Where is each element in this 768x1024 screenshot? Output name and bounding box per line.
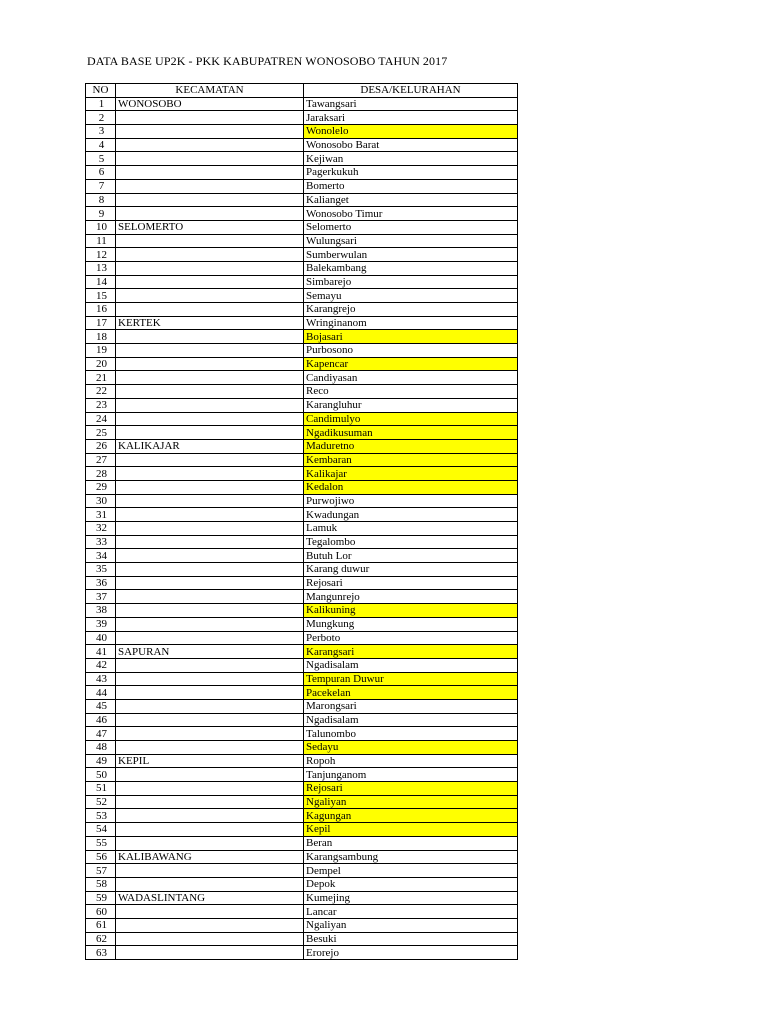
row-number: 14 — [86, 275, 116, 289]
desa-cell: Lancar — [304, 905, 518, 919]
header-kecamatan: KECAMATAN — [116, 84, 304, 98]
row-number: 62 — [86, 932, 116, 946]
desa-cell: Rejosari — [304, 576, 518, 590]
table-row — [86, 604, 518, 618]
table-row — [86, 193, 518, 207]
desa-cell: Tempuran Duwur — [304, 672, 518, 686]
kecamatan-cell: WONOSOBO — [116, 97, 304, 111]
row-number: 7 — [86, 179, 116, 193]
row-number: 59 — [86, 891, 116, 905]
desa-cell: Kumejing — [304, 891, 518, 905]
kecamatan-cell: SAPURAN — [116, 645, 304, 659]
kecamatan-cell — [116, 303, 304, 317]
desa-cell: Rejosari — [304, 782, 518, 796]
row-number: 39 — [86, 617, 116, 631]
desa-cell: Tegalombo — [304, 535, 518, 549]
table-row — [86, 576, 518, 590]
desa-cell: Besuki — [304, 932, 518, 946]
table-row — [86, 179, 518, 193]
kecamatan-cell — [116, 946, 304, 960]
row-number: 1 — [86, 97, 116, 111]
row-number: 20 — [86, 357, 116, 371]
kecamatan-cell — [116, 522, 304, 536]
kecamatan-cell — [116, 426, 304, 440]
row-number: 54 — [86, 823, 116, 837]
table-row — [86, 357, 518, 371]
table-row — [86, 97, 518, 111]
row-number: 42 — [86, 658, 116, 672]
row-number: 43 — [86, 672, 116, 686]
row-number: 12 — [86, 248, 116, 262]
desa-cell: Karangluhur — [304, 398, 518, 412]
kecamatan-cell — [116, 125, 304, 139]
kecamatan-cell — [116, 412, 304, 426]
table-row — [86, 809, 518, 823]
table-row — [86, 645, 518, 659]
desa-cell: Mangunrejo — [304, 590, 518, 604]
header-row — [86, 84, 518, 98]
table-row — [86, 535, 518, 549]
table-row — [86, 248, 518, 262]
row-number: 49 — [86, 754, 116, 768]
kecamatan-cell — [116, 713, 304, 727]
row-number: 46 — [86, 713, 116, 727]
table-row — [86, 385, 518, 399]
table-row — [86, 261, 518, 275]
table-row — [86, 795, 518, 809]
row-number: 63 — [86, 946, 116, 960]
desa-cell: Ngaliyan — [304, 795, 518, 809]
kecamatan-cell — [116, 631, 304, 645]
table-row — [86, 207, 518, 221]
table-row — [86, 590, 518, 604]
row-number: 5 — [86, 152, 116, 166]
kecamatan-cell — [116, 699, 304, 713]
desa-cell: Ngadisalam — [304, 713, 518, 727]
table-row — [86, 522, 518, 536]
table-row — [86, 631, 518, 645]
desa-cell: Kwadungan — [304, 508, 518, 522]
table-row — [86, 467, 518, 481]
kecamatan-cell — [116, 741, 304, 755]
table-row — [86, 439, 518, 453]
kecamatan-cell: WADASLINTANG — [116, 891, 304, 905]
table-row — [86, 686, 518, 700]
kecamatan-cell — [116, 795, 304, 809]
row-number: 25 — [86, 426, 116, 440]
row-number: 61 — [86, 918, 116, 932]
desa-cell: Balekambang — [304, 261, 518, 275]
row-number: 18 — [86, 330, 116, 344]
desa-cell: Kembaran — [304, 453, 518, 467]
desa-cell: Karangsari — [304, 645, 518, 659]
table-row — [86, 782, 518, 796]
row-number: 23 — [86, 398, 116, 412]
table-row — [86, 480, 518, 494]
kecamatan-cell — [116, 261, 304, 275]
kecamatan-cell — [116, 905, 304, 919]
row-number: 51 — [86, 782, 116, 796]
row-number: 2 — [86, 111, 116, 125]
table-row — [86, 549, 518, 563]
desa-cell: Lamuk — [304, 522, 518, 536]
row-number: 31 — [86, 508, 116, 522]
row-number: 50 — [86, 768, 116, 782]
row-number: 60 — [86, 905, 116, 919]
desa-cell: Purwojiwo — [304, 494, 518, 508]
desa-cell: Ropoh — [304, 754, 518, 768]
row-number: 15 — [86, 289, 116, 303]
desa-cell: Sedayu — [304, 741, 518, 755]
row-number: 16 — [86, 303, 116, 317]
desa-cell: Bojasari — [304, 330, 518, 344]
table-row — [86, 220, 518, 234]
kecamatan-cell — [116, 166, 304, 180]
desa-cell: Kepil — [304, 823, 518, 837]
kecamatan-cell — [116, 289, 304, 303]
desa-cell: Depok — [304, 877, 518, 891]
row-number: 28 — [86, 467, 116, 481]
table-row — [86, 234, 518, 248]
kecamatan-cell — [116, 193, 304, 207]
kecamatan-cell — [116, 138, 304, 152]
desa-cell: Kapencar — [304, 357, 518, 371]
kecamatan-cell: KEPIL — [116, 754, 304, 768]
row-number: 10 — [86, 220, 116, 234]
kecamatan-cell — [116, 535, 304, 549]
kecamatan-cell — [116, 809, 304, 823]
row-number: 4 — [86, 138, 116, 152]
table-row — [86, 453, 518, 467]
kecamatan-cell — [116, 467, 304, 481]
row-number: 41 — [86, 645, 116, 659]
row-number: 34 — [86, 549, 116, 563]
kecamatan-cell — [116, 672, 304, 686]
row-number: 47 — [86, 727, 116, 741]
desa-cell: Candimulyo — [304, 412, 518, 426]
row-number: 40 — [86, 631, 116, 645]
kecamatan-cell — [116, 918, 304, 932]
table-row — [86, 316, 518, 330]
kecamatan-cell — [116, 604, 304, 618]
row-number: 19 — [86, 344, 116, 358]
row-number: 55 — [86, 836, 116, 850]
kecamatan-cell: SELOMERTO — [116, 220, 304, 234]
row-number: 22 — [86, 385, 116, 399]
desa-cell: Karangrejo — [304, 303, 518, 317]
desa-cell: Tanjunganom — [304, 768, 518, 782]
desa-cell: Kalikajar — [304, 467, 518, 481]
desa-cell: Kejiwan — [304, 152, 518, 166]
kecamatan-cell — [116, 371, 304, 385]
kecamatan-cell — [116, 823, 304, 837]
desa-cell: Perboto — [304, 631, 518, 645]
kecamatan-cell — [116, 658, 304, 672]
row-number: 35 — [86, 563, 116, 577]
desa-cell: Wulungsari — [304, 234, 518, 248]
row-number: 33 — [86, 535, 116, 549]
kecamatan-cell — [116, 234, 304, 248]
table-row — [86, 412, 518, 426]
table-row — [86, 508, 518, 522]
kecamatan-cell — [116, 398, 304, 412]
table-row — [86, 699, 518, 713]
kecamatan-cell — [116, 877, 304, 891]
desa-cell: Talunombo — [304, 727, 518, 741]
table-row — [86, 344, 518, 358]
desa-cell: Ngadisalam — [304, 658, 518, 672]
kecamatan-cell — [116, 494, 304, 508]
table-row — [86, 946, 518, 960]
row-number: 56 — [86, 850, 116, 864]
desa-cell: Ngadikusuman — [304, 426, 518, 440]
desa-cell: Kalikuning — [304, 604, 518, 618]
table-row — [86, 823, 518, 837]
row-number: 9 — [86, 207, 116, 221]
desa-cell: Kedalon — [304, 480, 518, 494]
table-row — [86, 371, 518, 385]
kecamatan-cell — [116, 357, 304, 371]
table-row — [86, 658, 518, 672]
kecamatan-cell — [116, 480, 304, 494]
kecamatan-cell: KALIKAJAR — [116, 439, 304, 453]
row-number: 29 — [86, 480, 116, 494]
row-number: 57 — [86, 864, 116, 878]
table-row — [86, 850, 518, 864]
row-number: 17 — [86, 316, 116, 330]
row-number: 58 — [86, 877, 116, 891]
table-row — [86, 275, 518, 289]
desa-cell: Maduretno — [304, 439, 518, 453]
desa-cell: Sumberwulan — [304, 248, 518, 262]
kecamatan-cell — [116, 549, 304, 563]
table-row — [86, 741, 518, 755]
table-row — [86, 713, 518, 727]
desa-cell: Dempel — [304, 864, 518, 878]
row-number: 38 — [86, 604, 116, 618]
table-row — [86, 727, 518, 741]
desa-cell: Pagerkukuh — [304, 166, 518, 180]
row-number: 11 — [86, 234, 116, 248]
desa-cell: Simbarejo — [304, 275, 518, 289]
table-row — [86, 891, 518, 905]
desa-cell: Marongsari — [304, 699, 518, 713]
row-number: 27 — [86, 453, 116, 467]
document-title: DATA BASE UP2K - PKK KABUPATREN WONOSOBO TAHUN 2017 — [87, 54, 448, 68]
table-row — [86, 877, 518, 891]
desa-cell: Semayu — [304, 289, 518, 303]
table-row — [86, 330, 518, 344]
table-row — [86, 617, 518, 631]
desa-cell: Ngaliyan — [304, 918, 518, 932]
kecamatan-cell — [116, 576, 304, 590]
table-row — [86, 303, 518, 317]
table-row — [86, 836, 518, 850]
desa-cell: Wonosobo Timur — [304, 207, 518, 221]
row-number: 6 — [86, 166, 116, 180]
kecamatan-cell — [116, 563, 304, 577]
row-number: 30 — [86, 494, 116, 508]
row-number: 36 — [86, 576, 116, 590]
table-row — [86, 932, 518, 946]
kecamatan-cell — [116, 864, 304, 878]
row-number: 32 — [86, 522, 116, 536]
data-table — [85, 83, 518, 960]
table-row — [86, 563, 518, 577]
table-row — [86, 905, 518, 919]
table-row — [86, 494, 518, 508]
kecamatan-cell — [116, 344, 304, 358]
desa-cell: Karang duwur — [304, 563, 518, 577]
kecamatan-cell — [116, 782, 304, 796]
row-number: 52 — [86, 795, 116, 809]
kecamatan-cell — [116, 207, 304, 221]
kecamatan-cell: KALIBAWANG — [116, 850, 304, 864]
desa-cell: Candiyasan — [304, 371, 518, 385]
kecamatan-cell — [116, 727, 304, 741]
row-number: 26 — [86, 439, 116, 453]
table-row — [86, 768, 518, 782]
desa-cell: Butuh Lor — [304, 549, 518, 563]
desa-cell: Bomerto — [304, 179, 518, 193]
desa-cell: Pacekelan — [304, 686, 518, 700]
desa-cell: Beran — [304, 836, 518, 850]
table-row — [86, 864, 518, 878]
desa-cell: Karangsambung — [304, 850, 518, 864]
kecamatan-cell: KERTEK — [116, 316, 304, 330]
row-number: 37 — [86, 590, 116, 604]
desa-cell: Tawangsari — [304, 97, 518, 111]
row-number: 44 — [86, 686, 116, 700]
kecamatan-cell — [116, 590, 304, 604]
desa-cell: Kalianget — [304, 193, 518, 207]
table-row — [86, 398, 518, 412]
kecamatan-cell — [116, 179, 304, 193]
kecamatan-cell — [116, 111, 304, 125]
table-row — [86, 918, 518, 932]
kecamatan-cell — [116, 152, 304, 166]
kecamatan-cell — [116, 330, 304, 344]
row-number: 24 — [86, 412, 116, 426]
kecamatan-cell — [116, 617, 304, 631]
desa-cell: Mungkung — [304, 617, 518, 631]
table-row — [86, 125, 518, 139]
kecamatan-cell — [116, 275, 304, 289]
row-number: 8 — [86, 193, 116, 207]
desa-cell: Purbosono — [304, 344, 518, 358]
table-row — [86, 138, 518, 152]
desa-cell: Selomerto — [304, 220, 518, 234]
kecamatan-cell — [116, 686, 304, 700]
desa-cell: Reco — [304, 385, 518, 399]
table-body — [86, 97, 518, 959]
desa-cell: Erorejo — [304, 946, 518, 960]
row-number: 53 — [86, 809, 116, 823]
table-row — [86, 111, 518, 125]
row-number: 21 — [86, 371, 116, 385]
table-row — [86, 426, 518, 440]
table-row — [86, 754, 518, 768]
kecamatan-cell — [116, 768, 304, 782]
desa-cell: Wonolelo — [304, 125, 518, 139]
desa-cell: Wonosobo Barat — [304, 138, 518, 152]
kecamatan-cell — [116, 385, 304, 399]
kecamatan-cell — [116, 248, 304, 262]
row-number: 48 — [86, 741, 116, 755]
row-number: 3 — [86, 125, 116, 139]
row-number: 45 — [86, 699, 116, 713]
table-row — [86, 289, 518, 303]
header-desa: DESA/KELURAHAN — [304, 84, 518, 98]
kecamatan-cell — [116, 932, 304, 946]
desa-cell: Kagungan — [304, 809, 518, 823]
kecamatan-cell — [116, 836, 304, 850]
row-number: 13 — [86, 261, 116, 275]
table-row — [86, 166, 518, 180]
table-row — [86, 672, 518, 686]
desa-cell: Jaraksari — [304, 111, 518, 125]
table-row — [86, 152, 518, 166]
header-no: NO — [86, 84, 116, 98]
kecamatan-cell — [116, 453, 304, 467]
desa-cell: Wringinanom — [304, 316, 518, 330]
kecamatan-cell — [116, 508, 304, 522]
